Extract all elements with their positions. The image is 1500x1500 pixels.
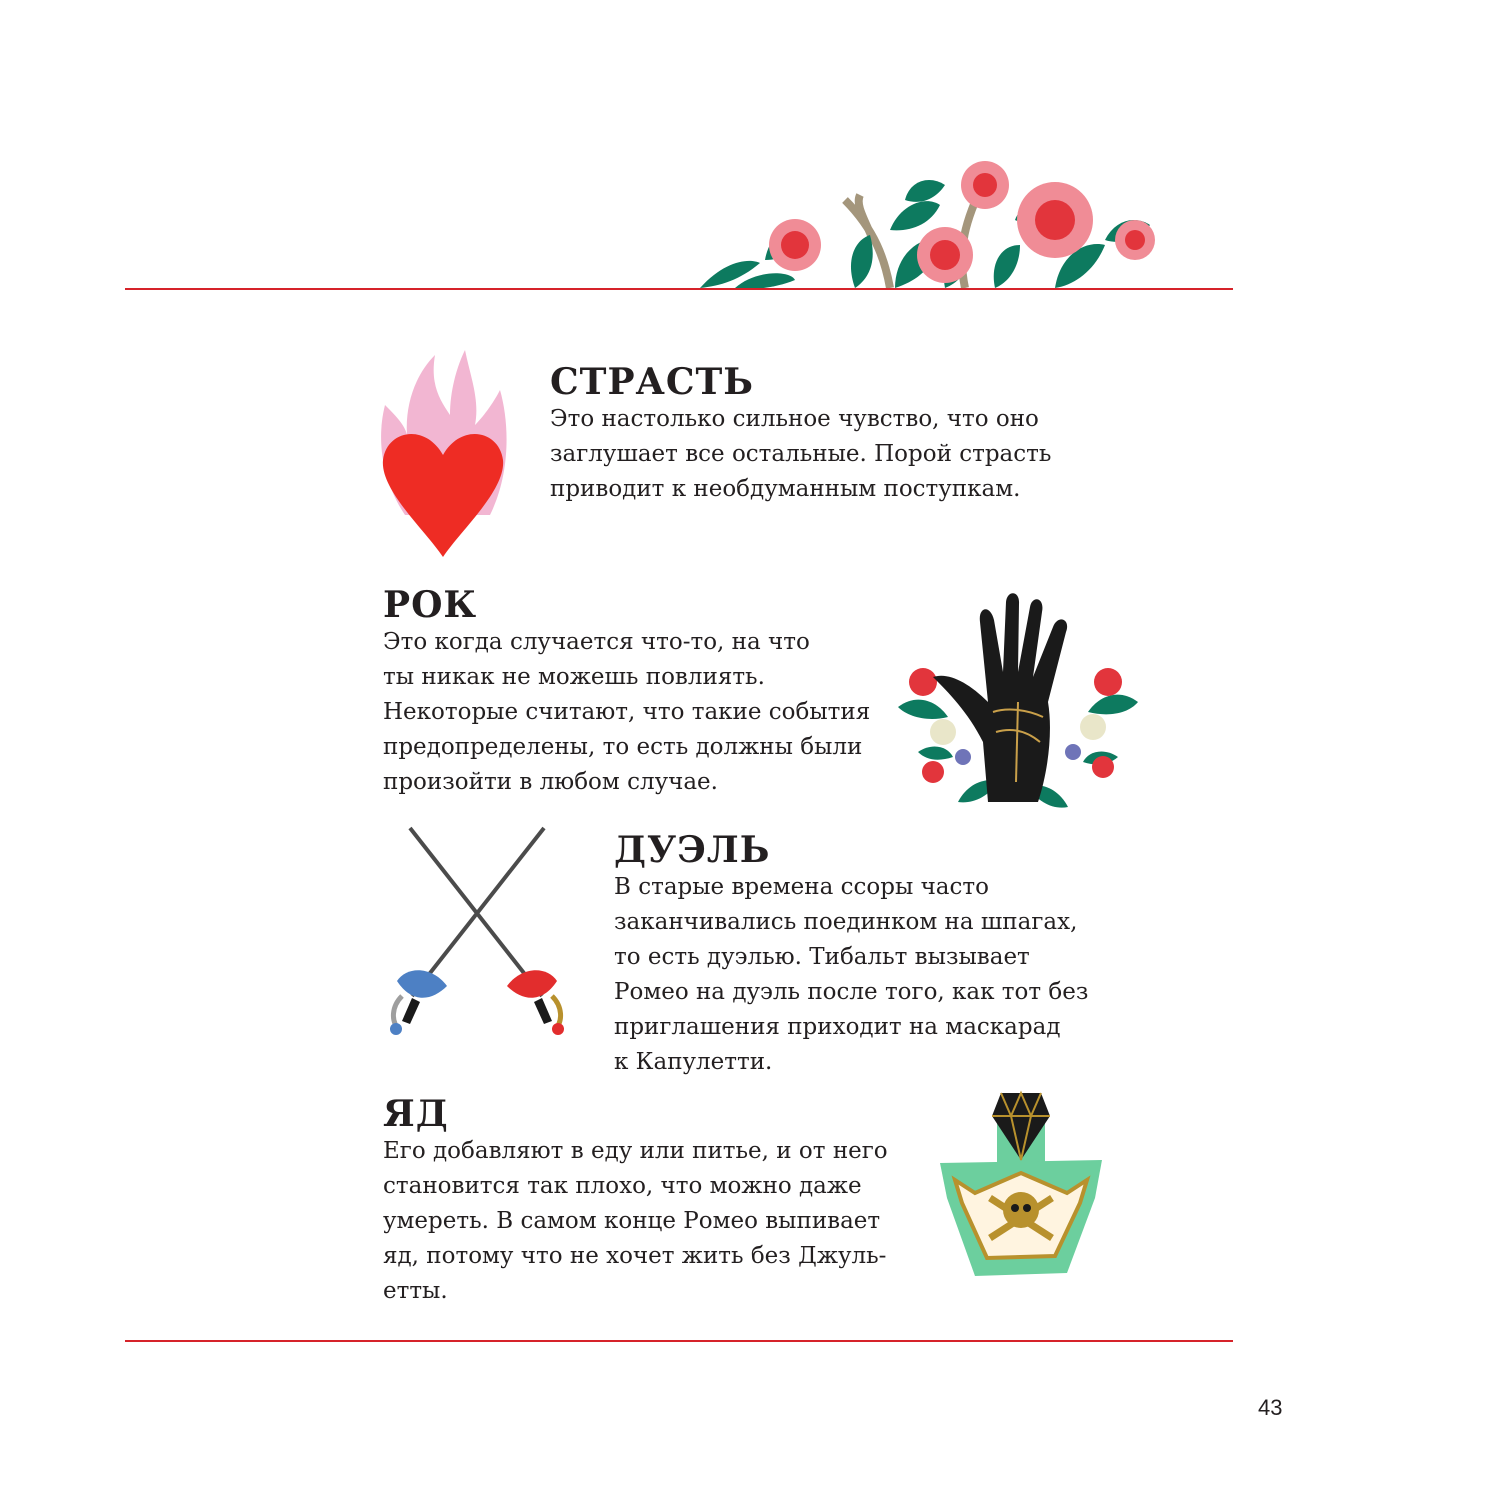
palmistry-hand-icon: [888, 592, 1148, 817]
entry-line: Это настолько сильное чувство, что оно: [550, 406, 1039, 432]
entry-text-fate: [383, 625, 870, 800]
entry-line: становится так плохо, что можно даже: [383, 1173, 862, 1199]
entry-line: Ромео на дуэль после того, как тот без: [614, 979, 1089, 1005]
poison-bottle-icon: [935, 1088, 1107, 1278]
entry-text-passion: [550, 402, 1051, 507]
entry-line: заглушает все остальные. Порой страсть: [550, 441, 1052, 467]
entry-line: яд, потому что не хочет жить без Джуль-: [383, 1243, 887, 1269]
entry-line: приводит к необдуманным поступкам.: [550, 476, 1021, 502]
entry-title-poison: ЯД: [383, 1093, 449, 1135]
entry-line: Некоторые считают, что такие события: [383, 699, 871, 725]
flaming-heart-icon: [375, 345, 515, 560]
entry-line: предопределены, то есть должны были: [383, 734, 863, 760]
entry-line: В старые времена ссоры часто: [614, 874, 989, 900]
entry-title-passion: СТРАСТЬ: [550, 361, 754, 403]
page-number: 43: [1258, 1395, 1283, 1420]
entry-line: то есть дуэлью. Тибальт вызывает: [614, 944, 1030, 970]
entry-line: заканчивались поединком на шпагах,: [614, 909, 1078, 935]
crossed-swords-icon: [382, 826, 572, 1038]
top-rule: [125, 288, 1233, 290]
entry-line: к Капулетти.: [614, 1049, 773, 1075]
entry-line: произойти в любом случае.: [383, 769, 718, 795]
entry-title-fate: РОК: [383, 584, 478, 626]
entry-line: Его добавляют в еду или питье, и от него: [383, 1138, 888, 1164]
entry-line: етты.: [383, 1278, 448, 1304]
entry-line: Это когда случается что-то, на что: [383, 629, 810, 655]
rose-bush-icon: [695, 160, 1165, 290]
entry-text-duel: [614, 870, 1088, 1080]
bottom-rule: [125, 1340, 1233, 1342]
entry-title-duel: ДУЭЛЬ: [614, 829, 771, 871]
entry-line: умереть. В самом конце Ромео выпивает: [383, 1208, 881, 1234]
entry-line: приглашения приходит на маскарад: [614, 1014, 1061, 1040]
entry-line: ты никак не можешь повлиять.: [383, 664, 765, 690]
entry-text-poison: [383, 1134, 888, 1309]
